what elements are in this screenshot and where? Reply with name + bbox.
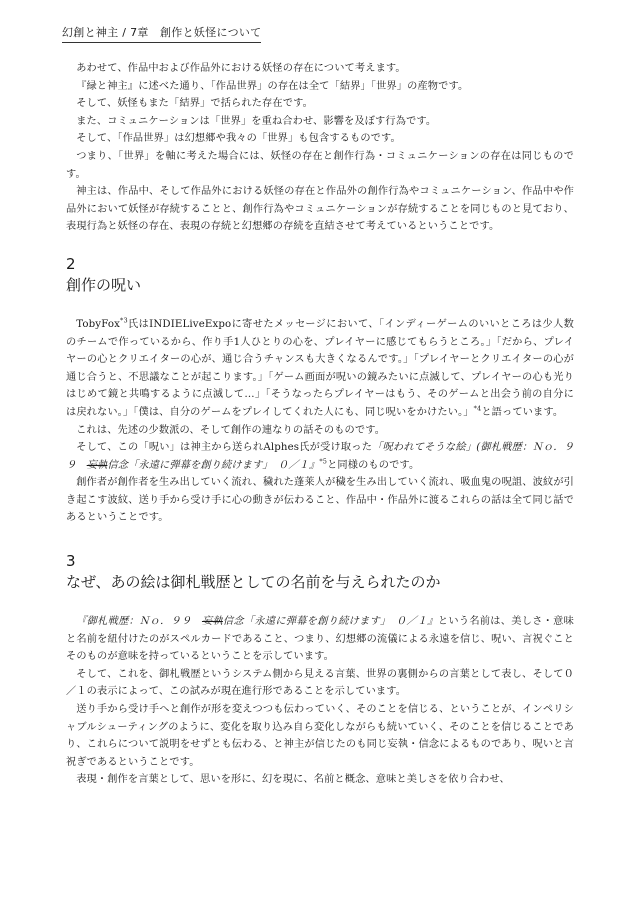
- section-2-paragraph-3: [66, 439, 574, 474]
- section-3-paragraph-2: そして、これを、御札戦歴というシステム側から見える言葉、世界の裏側からの言葉として表し、そして０／１の表示によって、この試みが現在進行形であることを示しています。: [66, 668, 574, 698]
- spell-title-rest: 信念「永遠に弾幕を創り続けます」 ０／１』: [107, 459, 320, 471]
- section-3-paragraph-1-text: という名前は、美しさ・意味と名前を紐付けたのがスペルカードであること、つまり、幻想郷の流儀による永遠を信じ、呪い、言祝ぐことそのものが意味を持っているということを示しています。: [66, 616, 574, 663]
- section-2-paragraph-1: [66, 316, 574, 422]
- section-3: [66, 551, 574, 789]
- spell-card-name-rest: 信念「永遠に弾幕を創り続けます」 ０／１』: [222, 616, 438, 628]
- body-text: [66, 60, 574, 789]
- footnote-marker-5[interactable]: *5: [319, 457, 328, 466]
- spell-card-name: 『御札戦歴：Ｎｏ．９９: [76, 616, 202, 628]
- running-header: 幻創と神主 / 7章 創作と妖怪について: [62, 24, 261, 43]
- footnote-marker-3[interactable]: *3: [120, 316, 128, 325]
- intro-paragraph-7: 神主は、作品中、そして作品外における妖怪の存在と作品外の創作行為やコミュニケーション、作品中や作品外において妖怪が存続することと、創作行為やコミュニケーションが存続することを同じものと見ており、表現行為と妖怪の存在、表現の存続と幻想郷の存続を直結させて考えているということです。: [66, 186, 574, 233]
- section-2: [66, 254, 574, 527]
- section-2-paragraph-3-a: そして、この「呪い」は神主から送られAlphes氏が受け取った: [76, 442, 373, 454]
- section-3-paragraph-3: 送り手から受け手へと創作が形を変えつつも伝わっていく、そのことを信じる、ということが、インペリシャブルシューティングのように、変化を取り込み自ら変化しながらも続いていく、そのことを信じることであり、これらについて説明をせずとも伝わる、と神主が信じたのも同じ妄執・信念によるものであり、呪いと言祝ぎであるということです。: [66, 704, 574, 768]
- intro-paragraph-1: あわせて、作品中および作品外における妖怪の存在について考えます。: [76, 63, 406, 74]
- section-2-paragraph-1-text: 氏はINDIELiveExpoに寄せたメッセージにおいて、「インディーゲームのいいところは少人数のチームで作っているから、作り手1人ひとりの心を、プレイヤーに感じてもらうところ。」「だから、プレイヤーの心とクリエイターの心が、通じ合うチャンスも大きくなるんです。」「プレイヤーとクリエイターの心が通じ合うと、不思議なことが起こります。」「ゲーム画面が呪いの鏡みたいに点滅して、プレイヤーの心も光りはじめて鏡と共鳴するように点滅して…」「そうなったらプレイヤーはもう、そのゲームと出会う前の自分には戻れない。」「僕は、自分のゲームをプレイしてくれた人にも、同じ呪いをかけたい。」: [66, 318, 574, 418]
- intro-paragraph-4: また、コミュニケーションは「世界」を重ね合わせ、影響を及ぼす行為です。: [76, 115, 437, 127]
- section-2-title: 創作の呪い: [66, 275, 142, 294]
- section-2-paragraph-4: 創作者が創作者を生み出していく流れ、穢れた蓬莱人が穢を生み出していく流れ、吸血鬼の呪詛、波紋が引き起こす波紋、送り手から受け手に心の動きが伝わること、作品中・作品外に渡るこれらの話は全て同じ話であるということです。: [66, 477, 574, 524]
- spell-title-quote: 「呪われてそうな絵」(御札戦歴：Ｎｏ．９９: [66, 442, 574, 471]
- tobyfox-name: TobyFox: [76, 318, 121, 330]
- section-2-paragraph-2: これは、先述の少数派の、そして創作の連なりの話そのものです。: [76, 424, 386, 436]
- intro-paragraph-3: そして、妖怪もまた「結界」で括られた存在です。: [76, 98, 313, 110]
- section-3-paragraph-4: 表現・創作を言葉として、思いを形に、幻を現に、名前と概念、意味と美しさを依り合わせ、: [76, 774, 510, 786]
- section-3-paragraph-1: [66, 613, 574, 666]
- section-3-title: なぜ、あの絵は御札戦歴としての名前を与えられたのか: [66, 573, 441, 592]
- section-2-paragraph-3-d: と同様のものです。: [327, 459, 420, 471]
- intro-paragraph-5: そして、「作品世界」は幻想郷や我々の「世界」も包含するものです。: [76, 133, 401, 145]
- struck-word: 妄執: [86, 459, 108, 471]
- section-3-number: 3: [66, 552, 76, 571]
- section-2-paragraph-1-end: と語っています。: [481, 406, 564, 418]
- footnote-marker-4[interactable]: *4: [473, 404, 482, 413]
- intro-paragraph-2: 『緑と神主』に述べた通り、「作品世界」の存在は全て「結界」「世界」の産物です。: [76, 80, 469, 92]
- intro-paragraph-6: つまり、「世界」を軸に考えた場合には、妖怪の存在と創作行為・コミュニケーションの存在は同じものです。: [66, 150, 574, 180]
- struck-word: 妄執: [201, 616, 223, 628]
- section-2-number: 2: [66, 254, 76, 273]
